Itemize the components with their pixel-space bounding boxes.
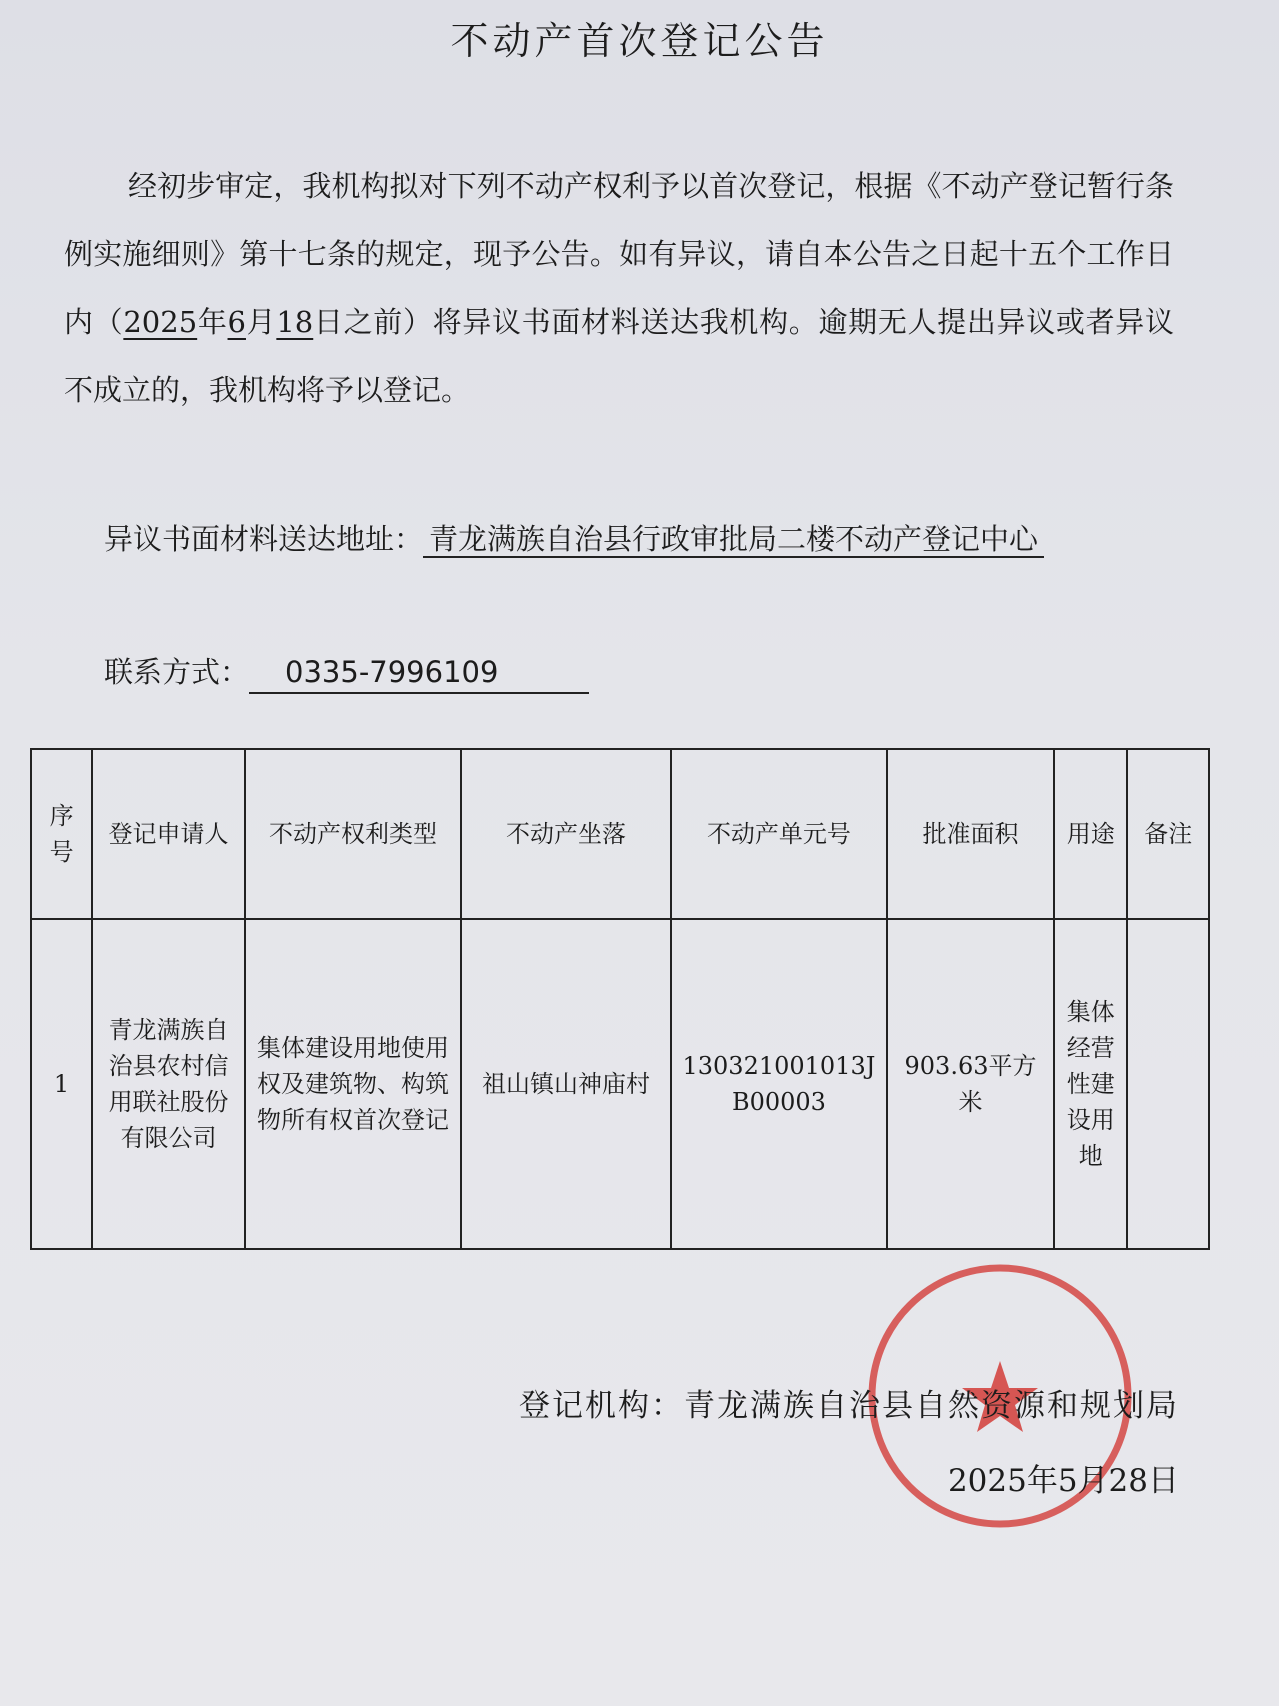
address-label: 异议书面材料送达地址： (104, 522, 424, 556)
header-right-type: 不动产权利类型 (245, 749, 461, 919)
notice-body-paragraph (64, 152, 1174, 424)
cell-area: 903.63平方米 (887, 919, 1054, 1249)
cell-remark (1127, 919, 1209, 1249)
contact-info (104, 652, 804, 694)
org-name: 青龙满族自治县自然资源和规划局 (684, 1388, 1179, 1424)
header-location: 不动产坐落 (461, 749, 671, 919)
cell-index: 1 (31, 919, 92, 1249)
address-value: 青龙满族自治县行政审批局二楼不动产登记中心 (423, 522, 1044, 558)
contact-value: 0335-7996109 (249, 652, 589, 694)
header-applicant: 登记申请人 (92, 749, 245, 919)
header-use: 用途 (1054, 749, 1127, 919)
header-unit-no: 不动产单元号 (671, 749, 887, 919)
org-label: 登记机构： (519, 1388, 684, 1424)
registration-org (279, 1380, 1179, 1425)
table-row (31, 919, 1209, 1249)
contact-label: 联系方式： (104, 655, 250, 689)
body-text-after: 日之前）将异议书面材料送达我机构。逾期无人提出异议或者异议不成立的，我机构将予以登记。 (64, 305, 1174, 407)
deadline-month: 6 (227, 305, 246, 339)
cell-location: 祖山镇山神庙村 (461, 919, 671, 1249)
cell-applicant: 青龙满族自治县农村信用联社股份有限公司 (92, 919, 245, 1249)
notice-footer (279, 1380, 1179, 1500)
cell-right-type: 集体建设用地使用权及建筑物、构筑物所有权首次登记 (245, 919, 461, 1249)
header-index: 序号 (31, 749, 92, 919)
registration-table (30, 748, 1210, 1250)
objection-address (104, 505, 1174, 573)
deadline-day: 18 (276, 305, 314, 339)
cell-unit-no: 130321001013JB00003 (671, 919, 887, 1249)
notice-date: 2025年5月28日 (947, 1463, 1179, 1499)
body-text-before: 经初步审定，我机构拟对下列不动产权利予以首次登记，根据《不动产登记暂行条例实施细则》第十七条的规定，现予公告。如有异议，请自本公告之日起十五个工作日内（ (64, 169, 1174, 339)
header-area: 批准面积 (887, 749, 1054, 919)
notice-title: 不动产首次登记公告 (450, 19, 829, 63)
year-label: 年 (197, 305, 228, 339)
cell-use: 集体经营性建设用地 (1054, 919, 1127, 1249)
deadline-year: 2025 (123, 305, 198, 339)
month-label: 月 (245, 305, 277, 339)
header-remark: 备注 (1127, 749, 1209, 919)
table-header-row (31, 749, 1209, 919)
